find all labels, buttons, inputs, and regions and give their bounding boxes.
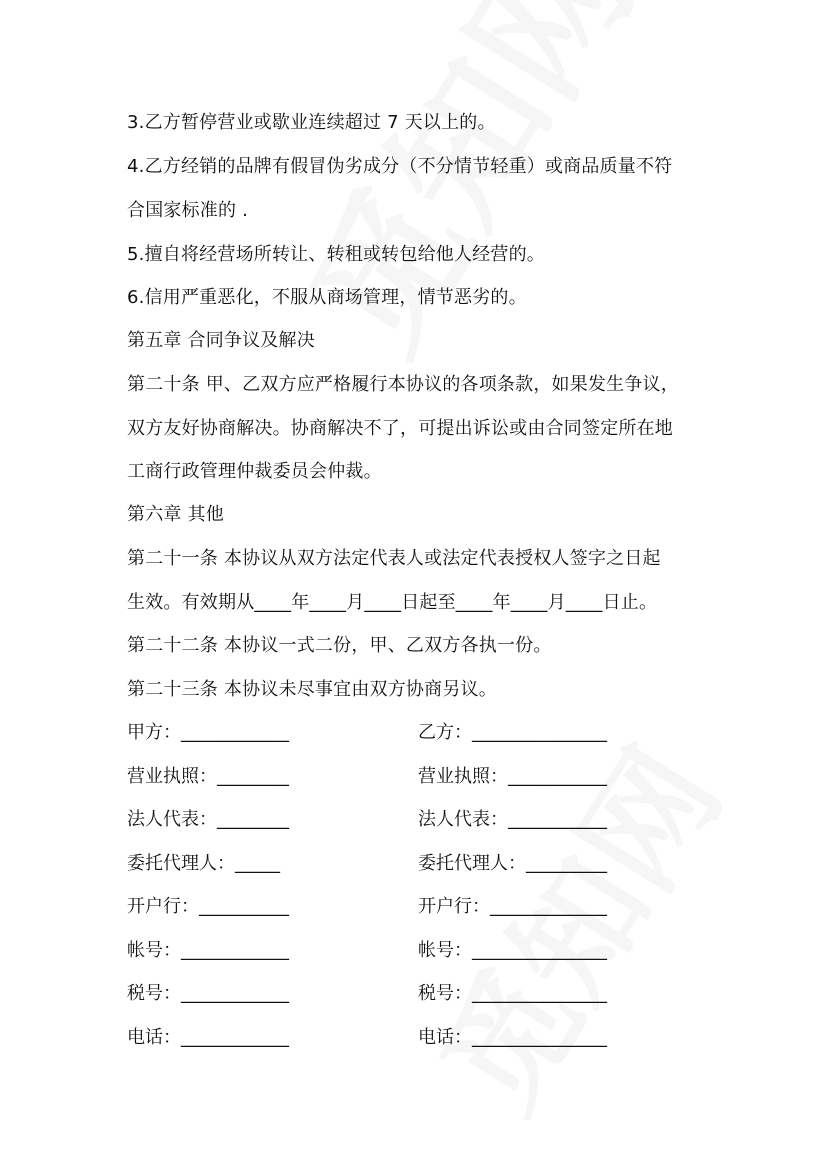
article-line: 生效。有效期从____年____月____日起至____年____月____日止。: [127, 592, 658, 613]
article-line: 第二十一条 本协议从双方法定代表人或法定代表授权人签字之日起: [127, 548, 661, 569]
party-b-license: 营业执照：___________: [418, 766, 607, 787]
party-b-name: 乙方：_______________: [418, 722, 607, 743]
party-b-bank: 开户行：_____________: [418, 896, 607, 917]
chapter-heading: 第五章 合同争议及解决: [127, 330, 315, 351]
watermark: [250, 0, 672, 384]
clause-line: 5.擅自将经营场所转让、转租或转包给他人经营的。: [127, 244, 545, 265]
party-a-bank: 开户行：__________: [127, 896, 289, 917]
party-b-account: 帐号：_______________: [418, 940, 607, 961]
article-line: 工商行政管理仲裁委员会仲裁。: [127, 461, 382, 482]
party-b-legal-rep: 法人代表：___________: [418, 809, 607, 830]
party-b-phone: 电话：_______________: [418, 1027, 607, 1048]
clause-line: 合国家标准的 .: [127, 200, 249, 221]
clause-line: 6.信用严重恶化，不服从商场管理，情节恶劣的。: [127, 287, 527, 308]
party-b-agent: 委托代理人：_________: [418, 853, 607, 874]
party-a-agent: 委托代理人：_____: [127, 853, 280, 874]
party-a-legal-rep: 法人代表：________: [127, 809, 289, 830]
article-line: 第二十三条 本协议未尽事宜由双方协商另议。: [127, 679, 497, 700]
chapter-heading: 第六章 其他: [127, 504, 224, 525]
party-b-tax-id: 税号：_______________: [418, 983, 607, 1004]
party-a-phone: 电话：____________: [127, 1027, 289, 1048]
article-line: 第二十条 甲、乙双方应严格履行本协议的各项条款，如果发生争议，: [127, 374, 679, 395]
clause-line: 3.乙方暂停营业或歇业连续超过 7 天以上的。: [127, 112, 496, 133]
party-a-account: 帐号：____________: [127, 940, 289, 961]
party-a-name: 甲方：____________: [127, 722, 289, 743]
clause-line: 4.乙方经销的品牌有假冒伪劣成分（不分情节轻重）或商品质量不符: [127, 156, 673, 177]
party-a-license: 营业执照：________: [127, 766, 289, 787]
article-line: 第二十二条 本协议一式二份，甲、乙双方各执一份。: [127, 635, 552, 656]
article-line: 双方友好协商解决。协商解决不了，可提出诉讼或由合同签定所在地: [127, 418, 673, 439]
party-a-tax-id: 税号：____________: [127, 983, 289, 1004]
